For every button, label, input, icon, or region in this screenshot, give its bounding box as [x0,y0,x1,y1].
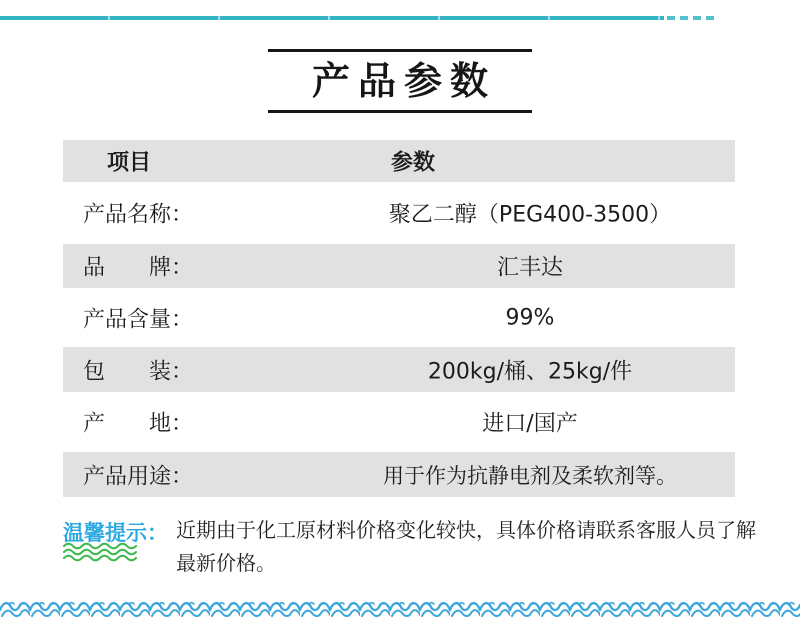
parameters-table [63,140,735,497]
accent-dash [693,16,701,20]
top-accent-line [0,16,664,20]
page-title: 产品参数 [311,59,496,103]
notice-text-line2: 最新价格。 [176,551,276,575]
table-row-usage [63,452,735,497]
table-row-brand [63,244,735,288]
table-row-packaging [63,347,735,392]
page-title-box [268,49,532,113]
table-row-content [63,288,735,347]
table-header-row [63,140,735,182]
notice-label: 温馨提示： [63,521,168,545]
accent-dash [667,16,675,20]
row-value: 聚乙二醇（PEG400-3500） [388,202,672,228]
row-label: 产品名称： [83,202,194,228]
row-value: 99% [505,305,555,330]
row-label: 产 地： [83,411,194,437]
accent-dash [680,16,688,20]
wave-stroke [64,544,136,549]
row-label: 品 牌： [83,255,194,281]
row-value: 200kg/桶、25kg/件 [427,359,633,384]
wave-stroke [64,550,136,555]
footer-wave-border [0,597,800,627]
row-value: 用于作为抗静电剂及柔软剂等。 [383,463,677,488]
column-header-item: 项目 [107,150,152,176]
top-accent-line-segments [0,16,664,20]
top-accent-dashes [667,16,714,20]
notice-text-line1: 近期由于化工原材料价格变化较快，具体价格请联系客服人员了解 [176,518,756,542]
accent-dash [706,16,714,20]
row-label: 产品用途： [83,464,194,489]
notice-block [63,514,756,580]
table-row-product-name [63,182,735,244]
wave-stroke [64,556,136,561]
row-value: 进口/国产 [482,411,578,437]
row-label: 包 装： [83,359,194,384]
column-header-param: 参数 [390,150,436,176]
row-value: 汇丰达 [496,255,564,281]
row-label: 产品含量： [83,307,194,332]
notice-wave-icon [63,542,139,562]
table-row-origin [63,392,735,452]
